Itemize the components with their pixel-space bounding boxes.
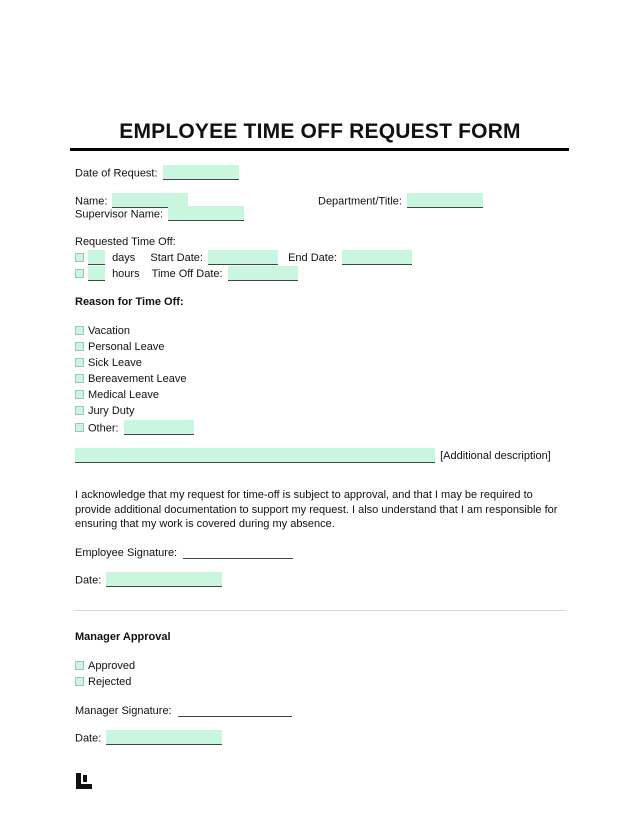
manager-date-label: Date: (75, 732, 102, 745)
acknowledgement-text: I acknowledge that my request for time-off is subject to approval, and that I may be required to provide additional documentation to support my request. I also understand that I am responsible for ensuring that my work is covered during my absence. (75, 489, 558, 530)
date-of-request-row (75, 166, 239, 181)
employee-signature-line[interactable] (183, 545, 293, 559)
approved-checkbox[interactable] (75, 661, 84, 670)
date-of-request-label: Date of Request: (75, 167, 158, 180)
reason-option-label: Bereavement Leave (88, 373, 187, 385)
sick-leave-checkbox[interactable] (75, 358, 84, 367)
reason-heading: Reason for Time Off: (75, 296, 184, 308)
personal-leave-checkbox[interactable] (75, 342, 84, 351)
department-title-field[interactable] (407, 193, 483, 208)
hours-row (75, 267, 298, 282)
other-field[interactable] (124, 420, 194, 435)
additional-description-label: [Additional description] (440, 450, 551, 463)
rejected-checkbox[interactable] (75, 677, 84, 686)
reason-option-label: Jury Duty (88, 405, 135, 417)
reason-option-label: Other: (88, 422, 119, 435)
employee-signature-row (75, 546, 293, 560)
supervisor-row (75, 207, 244, 222)
reason-option (75, 341, 164, 353)
reason-option-label: Sick Leave (88, 357, 142, 369)
manager-approval-heading: Manager Approval (75, 631, 171, 643)
reason-option (75, 325, 130, 337)
reason-option (75, 389, 159, 401)
additional-description-field[interactable] (75, 448, 435, 463)
department-title-label: Department/Title: (318, 195, 402, 208)
end-date-label: End Date: (288, 252, 337, 265)
department-row (318, 194, 483, 209)
reason-option (75, 405, 134, 417)
hours-count-field[interactable] (88, 266, 105, 281)
start-date-field[interactable] (208, 250, 278, 265)
supervisor-name-label: Supervisor Name: (75, 208, 164, 221)
requested-time-off-heading: Requested Time Off: (75, 236, 176, 248)
medical-leave-checkbox[interactable] (75, 390, 84, 399)
approval-option-label: Rejected (88, 676, 132, 688)
end-date-field[interactable] (342, 250, 412, 265)
reason-option (75, 357, 142, 369)
time-off-date-label: Time Off Date: (151, 268, 223, 281)
jury-duty-checkbox[interactable] (75, 406, 84, 415)
hours-label: hours (112, 268, 140, 281)
manager-signature-row (75, 704, 292, 718)
employee-date-row (75, 573, 222, 588)
brand-logo-icon (76, 773, 92, 789)
days-label: days (112, 252, 136, 265)
approval-option-label: Approved (88, 660, 136, 672)
days-row (75, 251, 412, 266)
reason-option-label: Personal Leave (88, 341, 165, 353)
supervisor-name-field[interactable] (168, 206, 244, 221)
hours-checkbox[interactable] (75, 269, 84, 278)
additional-description-row (75, 449, 551, 464)
reason-option (75, 373, 186, 385)
reason-option (75, 421, 194, 436)
days-checkbox[interactable] (75, 253, 84, 262)
manager-date-field[interactable] (106, 730, 222, 745)
manager-signature-line[interactable] (178, 703, 292, 717)
section-divider (74, 610, 566, 611)
bereavement-leave-checkbox[interactable] (75, 374, 84, 383)
time-off-date-field[interactable] (228, 266, 298, 281)
form-title: EMPLOYEE TIME OFF REQUEST FORM (119, 120, 521, 143)
name-label: Name: (75, 195, 108, 208)
reason-option-label: Medical Leave (88, 389, 159, 401)
approval-option (75, 676, 131, 688)
manager-signature-label: Manager Signature: (75, 704, 172, 717)
manager-date-row (75, 731, 222, 746)
title-rule (70, 148, 569, 151)
days-count-field[interactable] (88, 250, 105, 265)
employee-date-label: Date: (75, 574, 102, 587)
date-of-request-field[interactable] (163, 165, 239, 180)
employee-date-field[interactable] (106, 572, 222, 587)
vacation-checkbox[interactable] (75, 326, 84, 335)
start-date-label: Start Date: (150, 252, 203, 265)
reason-option-label: Vacation (88, 325, 130, 337)
approval-option (75, 660, 135, 672)
other-checkbox[interactable] (75, 423, 84, 432)
employee-signature-label: Employee Signature: (75, 546, 178, 559)
